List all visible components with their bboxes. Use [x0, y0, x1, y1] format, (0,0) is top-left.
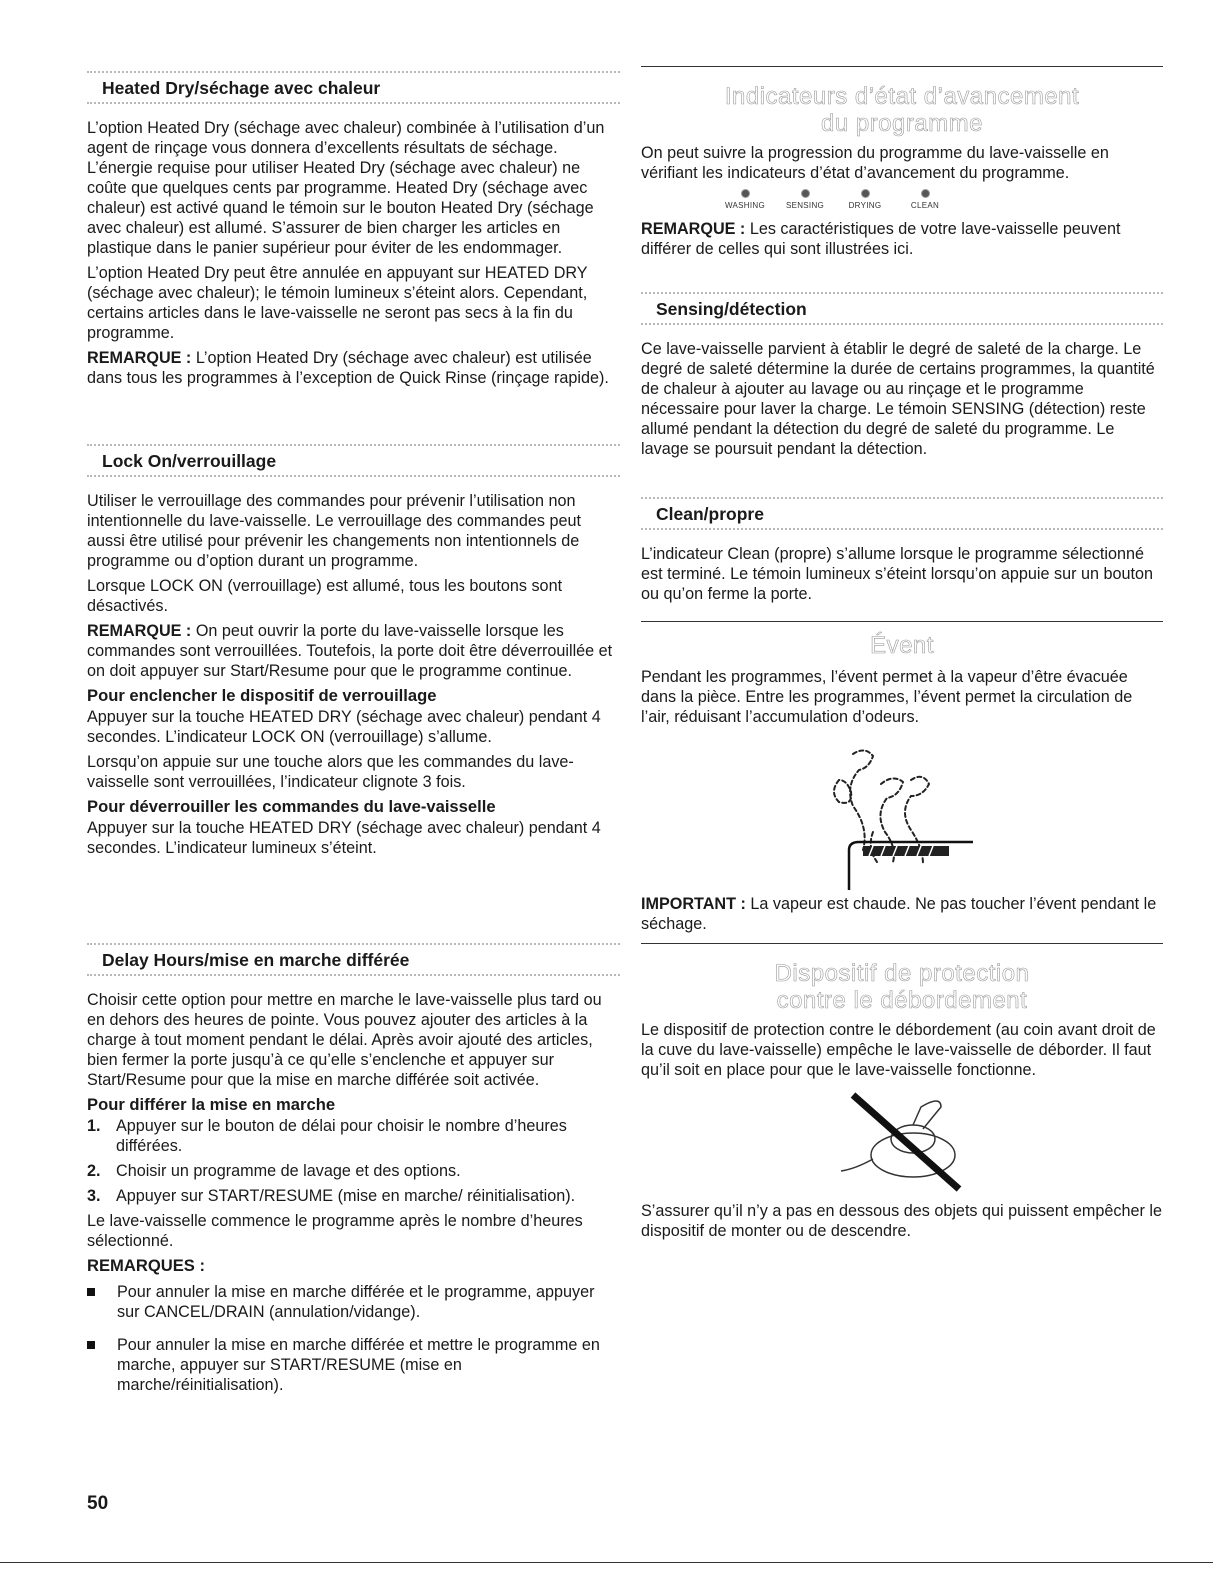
- indicator-label: DRYING: [848, 201, 882, 210]
- note-text: On peut ouvrir la porte du lave-vaisselle lorsque les commandes sont verrouillées. Toutefois, la porte doit être déverrouillée et on doit appuyer sur Start/Resume pour que le programme continue.: [87, 622, 613, 680]
- section-title: contre le débordement: [776, 987, 1028, 1014]
- page-number: 50: [87, 1493, 109, 1514]
- prohibition-slash-icon: [853, 1095, 959, 1189]
- note-text: L’option Heated Dry (séchage avec chaleur) est utilisée dans tous les programmes à l’exception de Quick Rinse (rinçage rapide).: [87, 349, 609, 387]
- paragraph: Pendant les programmes, l’évent permet à la vapeur d’être évacuée dans la pièce. Entre les programmes, l’évent permet la circulation de l’air, réduisant l’accumulation d’odeurs.: [641, 668, 1133, 726]
- section-heading: Clean/propre: [656, 504, 764, 524]
- section-title: Dispositif de protection: [774, 960, 1030, 987]
- important-note: [641, 894, 1163, 934]
- section-title: Indicateurs d’état d’avancement: [724, 83, 1080, 110]
- step-text: Choisir un programme de lavage et des options.: [116, 1162, 461, 1180]
- step-number: 3.: [87, 1187, 101, 1205]
- subheading: Pour enclencher le dispositif de verrouillage: [87, 686, 437, 705]
- sensing-section: [641, 292, 1163, 464]
- indicator-washing: [715, 189, 775, 211]
- paragraph: Appuyer sur la touche HEATED DRY (séchage avec chaleur) pendant 4 secondes. L’indicateur lumineux s’éteint.: [87, 819, 601, 857]
- step: [87, 1161, 620, 1181]
- overfill-protector-illustration: [641, 1085, 1163, 1201]
- section-heading: Lock On/verrouillage: [102, 451, 277, 471]
- section-heading: Heated Dry/séchage avec chaleur: [102, 78, 381, 98]
- section-rule: [641, 943, 1163, 944]
- paragraph: Ce lave-vaisselle parvient à établir le degré de saleté de la charge. Le degré de saleté détermine la durée de certains programmes, la quantité de chaleur à ajouter au lavage ou au rinçage et le programme nécessaire pour laver la charge. Le témoin SENSING (détection) reste allumé pendant la détection du degré de saleté du programme. Le lavage se poursuit pendant la détection.: [641, 340, 1155, 458]
- important-text: La vapeur est chaude. Ne pas toucher l’évent pendant le séchage.: [641, 895, 1157, 933]
- divider: [641, 528, 1163, 530]
- bullet-item: Pour annuler la mise en marche différée et mettre le programme en marche, appuyer sur START/RESUME (mise en marche/réinitialisation).: [87, 1335, 620, 1395]
- paragraph: Lorsque LOCK ON (verrouillage) est allumé, tous les boutons sont désactivés.: [87, 577, 563, 615]
- divider: [641, 323, 1163, 325]
- step-text: Appuyer sur le bouton de délai pour choisir le nombre d’heures différées.: [116, 1117, 567, 1155]
- indicator-light-icon: [801, 189, 810, 198]
- step: [87, 1186, 620, 1206]
- section-heading: Delay Hours/mise en marche différée: [102, 950, 410, 970]
- step-number: 1.: [87, 1117, 101, 1135]
- paragraph: L’option Heated Dry peut être annulée en appuyant sur HEATED DRY (séchage avec chaleur); le témoin lumineux s’éteint alors. Cependant, certains articles dans le lave-vaisselle ne seront pas secs à la fin du programme.: [87, 264, 588, 342]
- divider: [87, 475, 620, 477]
- paragraph: S’assurer qu’il n’y a pas en dessous des objets qui puissent empêcher le dispositif de monter ou de descendre.: [641, 1202, 1162, 1240]
- divider: [87, 102, 620, 104]
- status-section: [641, 66, 1163, 264]
- section-heading: Sensing/détection: [656, 299, 807, 319]
- section-rule: [641, 621, 1163, 622]
- footer-rule: [0, 1562, 1213, 1563]
- note: [87, 348, 620, 388]
- section-rule: [641, 66, 1163, 67]
- note-label: REMARQUE :: [87, 622, 192, 640]
- note-label: REMARQUE :: [87, 349, 192, 367]
- paragraph: Le dispositif de protection contre le débordement (au coin avant droit de la cuve du lave-vaisselle) empêche le lave-vaisselle de déborder. Il faut qu’il soit en place pour que le lave-vaisselle fonctionne.: [641, 1021, 1156, 1079]
- note: [87, 621, 620, 681]
- status-indicators: [715, 189, 1163, 211]
- indicator-light-icon: [921, 189, 930, 198]
- notes-list: [87, 1282, 620, 1395]
- paragraph: On peut suivre la progression du programme du lave-vaisselle en vérifiant les indicateurs d’état d’avancement du programme.: [641, 144, 1109, 182]
- important-label: IMPORTANT :: [641, 895, 746, 913]
- heated-dry-section: [87, 71, 620, 393]
- paragraph: Utiliser le verrouillage des commandes pour prévenir l’utilisation non intentionnelle du lave-vaisselle. Le verrouillage des commandes peut aussi être utilisé pour prévenir les changements non intentionnels de programme ou d’option durant un programme.: [87, 492, 582, 570]
- steps-list: [87, 1116, 620, 1206]
- event-section: [641, 621, 1163, 939]
- paragraph: Lorsqu’on appuie sur une touche alors que les commandes du lave-vaisselle sont verrouillées, l’indicateur clignote 3 fois.: [87, 753, 574, 791]
- indicator-clean: [895, 189, 955, 211]
- section-title: Évent: [870, 632, 934, 659]
- paragraph: Choisir cette option pour mettre en marche le lave-vaisselle plus tard ou en dehors des heures de pointe. Vous pouvez ajouter des articles à la charge à tout moment pendant le délai. Après avoir ajouté des articles, bien fermer la porte jusqu’à ce qu’elle s’enclenche et appuyer sur Start/Resume pour que la mise en marche différée soit activée.: [87, 991, 602, 1089]
- section-title: du programme: [820, 110, 984, 137]
- paragraph: Le lave-vaisselle commence le programme après le nombre d’heures sélectionné.: [87, 1212, 583, 1250]
- step: [87, 1116, 620, 1156]
- paragraph: Appuyer sur la touche HEATED DRY (séchage avec chaleur) pendant 4 secondes. L’indicateur LOCK ON (verrouillage) s’allume.: [87, 708, 601, 746]
- indicator-label: WASHING: [724, 201, 766, 210]
- note-text: Les caractéristiques de votre lave-vaisselle peuvent différer de celles qui sont illustrées ici.: [641, 220, 1121, 258]
- indicator-label: SENSING: [785, 201, 825, 210]
- indicator-drying: [835, 189, 895, 211]
- step-number: 2.: [87, 1162, 101, 1180]
- divider: [87, 974, 620, 976]
- delay-section: [87, 943, 620, 1408]
- step-text: Appuyer sur START/RESUME (mise en marche/ réinitialisation).: [116, 1187, 576, 1205]
- paragraph: L’option Heated Dry (séchage avec chaleur) combinée à l’utilisation d’un agent de rinçage vous donnera d’excellents résultats de séchage. L’énergie requise pour utiliser Heated Dry (séchage avec chaleur) ne coûte que quelques cents par programme. Heated Dry (séchage avec chaleur) est activé quand le témoin sur le bouton Heated Dry (séchage avec chaleur) est allumé. S’assurer de bien charger les articles en plastique dans le panier supérieur pour éviter de les endommager.: [87, 119, 605, 257]
- subheading: Pour déverrouiller les commandes du lave-vaisselle: [87, 797, 496, 816]
- lock-section: [87, 444, 620, 863]
- notes-label: REMARQUES :: [87, 1256, 206, 1275]
- vent-steam-illustration: [641, 732, 1163, 890]
- indicator-label: CLEAN: [910, 201, 940, 210]
- indicator-light-icon: [741, 189, 750, 198]
- paragraph: L’indicateur Clean (propre) s’allume lorsque le programme sélectionné est terminé. Le témoin lumineux s’éteint lorsqu’on appuie sur un bouton ou qu’on ferme la porte.: [641, 545, 1154, 603]
- clean-section: [641, 497, 1163, 609]
- note-label: REMARQUE :: [641, 220, 746, 238]
- note: [641, 219, 1163, 259]
- indicator-light-icon: [861, 189, 870, 198]
- indicator-sensing: [775, 189, 835, 211]
- overfill-section: [641, 943, 1163, 1246]
- bullet-item: Pour annuler la mise en marche différée et le programme, appuyer sur CANCEL/DRAIN (annulation/vidange).: [87, 1282, 620, 1322]
- subheading: Pour différer la mise en marche: [87, 1095, 336, 1114]
